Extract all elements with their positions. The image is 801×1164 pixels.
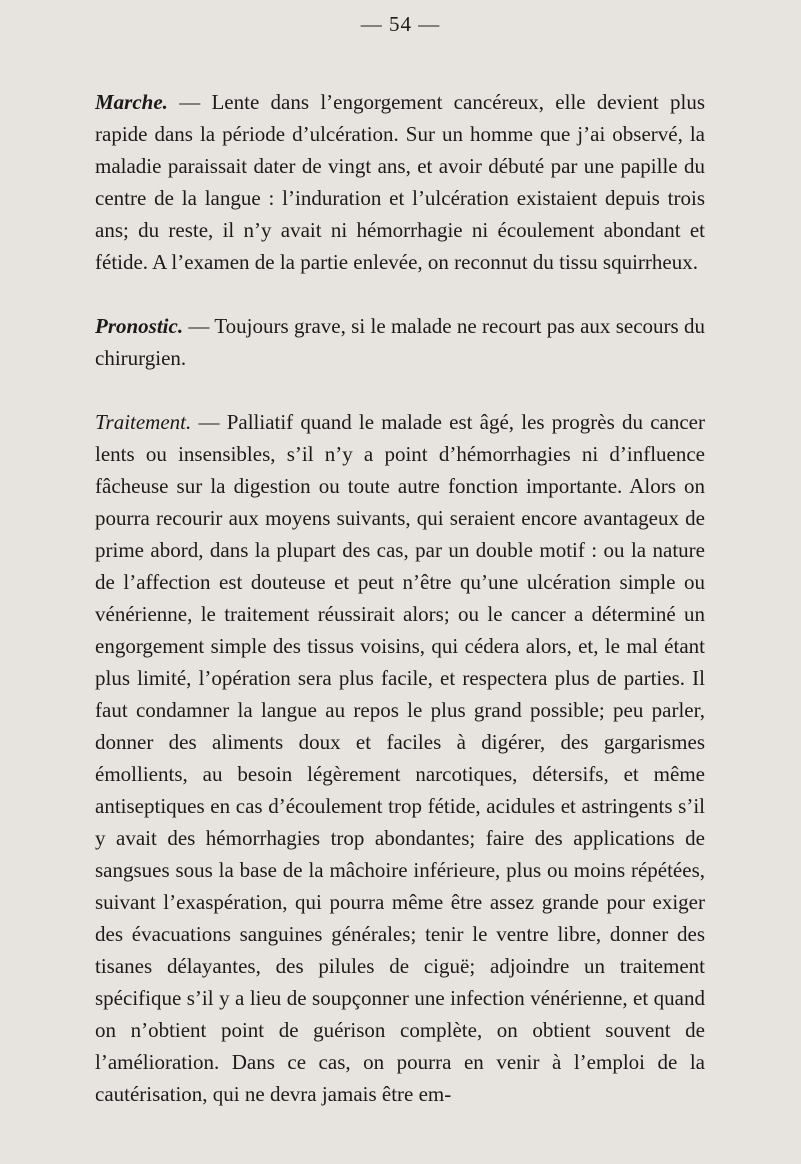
section-text-traitement: — Palliatif quand le malade est âgé, les progrès du cancer lents ou insensibles, s’il n’y a point d’hémorrhagies ni d’influence fâcheuse sur la digestion ou toute autre fonction importante. Alors on pourra recourir aux moyens suivants, qui seraient encore avantageux de prime abord, dans la plupart des cas, par un double motif : ou la nature de l’affection est douteuse et peut n’être qu’une ulcération simple ou vénérienne, le traitement réussirait alors; ou le cancer a déterminé un engorgement simple des tissus voisins, qui cédera alors, et, le mal étant plus limité, l’opération sera plus facile, et respectera plus de parties. Il faut condamner la langue au repos le plus grand possible; peu parler, donner des aliments doux et faciles à digérer, des gargarismes émollients, au besoin légèrement narcotiques, détersifs, et même antiseptiques en cas d’écoulement trop fétide, acidules et astringents s’il y avait des hémorrhagies trop abondantes; faire des applications de sangsues sous la base de la mâchoire inférieure, plus ou moins répétées, suivant l’exaspération, qui pourra même être assez grande pour exiger des évacuations sanguines générales; tenir le ventre libre, donner des tisanes délayantes, des pilules de ciguë; adjoindre un traitement spécifique s’il y a lieu de soupçonner une infection vénérienne, et quand on n’obtient point de guérison complète, on obtient souvent de l’amélioration. Dans ce cas, on pourra en venir à l’emploi de la cautérisation, qui ne devra jamais être em- (95, 410, 705, 1106)
body-text (95, 86, 705, 1110)
section-heading-pronostic: Pronostic. (95, 314, 184, 338)
paragraph-marche (95, 86, 705, 278)
section-text-marche: — Lente dans l’engorgement cancéreux, elle devient plus rapide dans la période d’ulcération. Sur un homme que j’ai observé, la maladie paraissait dater de vingt ans, et avoir débuté par une papille du centre de la langue : l’induration et l’ulcération existaient depuis trois ans; du reste, il n’y avait ni hémorrhagie ni écoulement abondant et fétide. A l’examen de la partie enlevée, on reconnut du tissu squirrheux. (95, 90, 705, 274)
section-heading-traitement: Traitement. (95, 410, 192, 434)
page-number: — 54 — (360, 12, 441, 36)
paragraph-pronostic (95, 310, 705, 374)
paragraph-traitement (95, 406, 705, 1110)
section-text-pronostic: — Toujours grave, si le malade ne recourt pas aux secours du chirurgien. (95, 314, 705, 370)
section-heading-marche: Marche. (95, 90, 168, 114)
